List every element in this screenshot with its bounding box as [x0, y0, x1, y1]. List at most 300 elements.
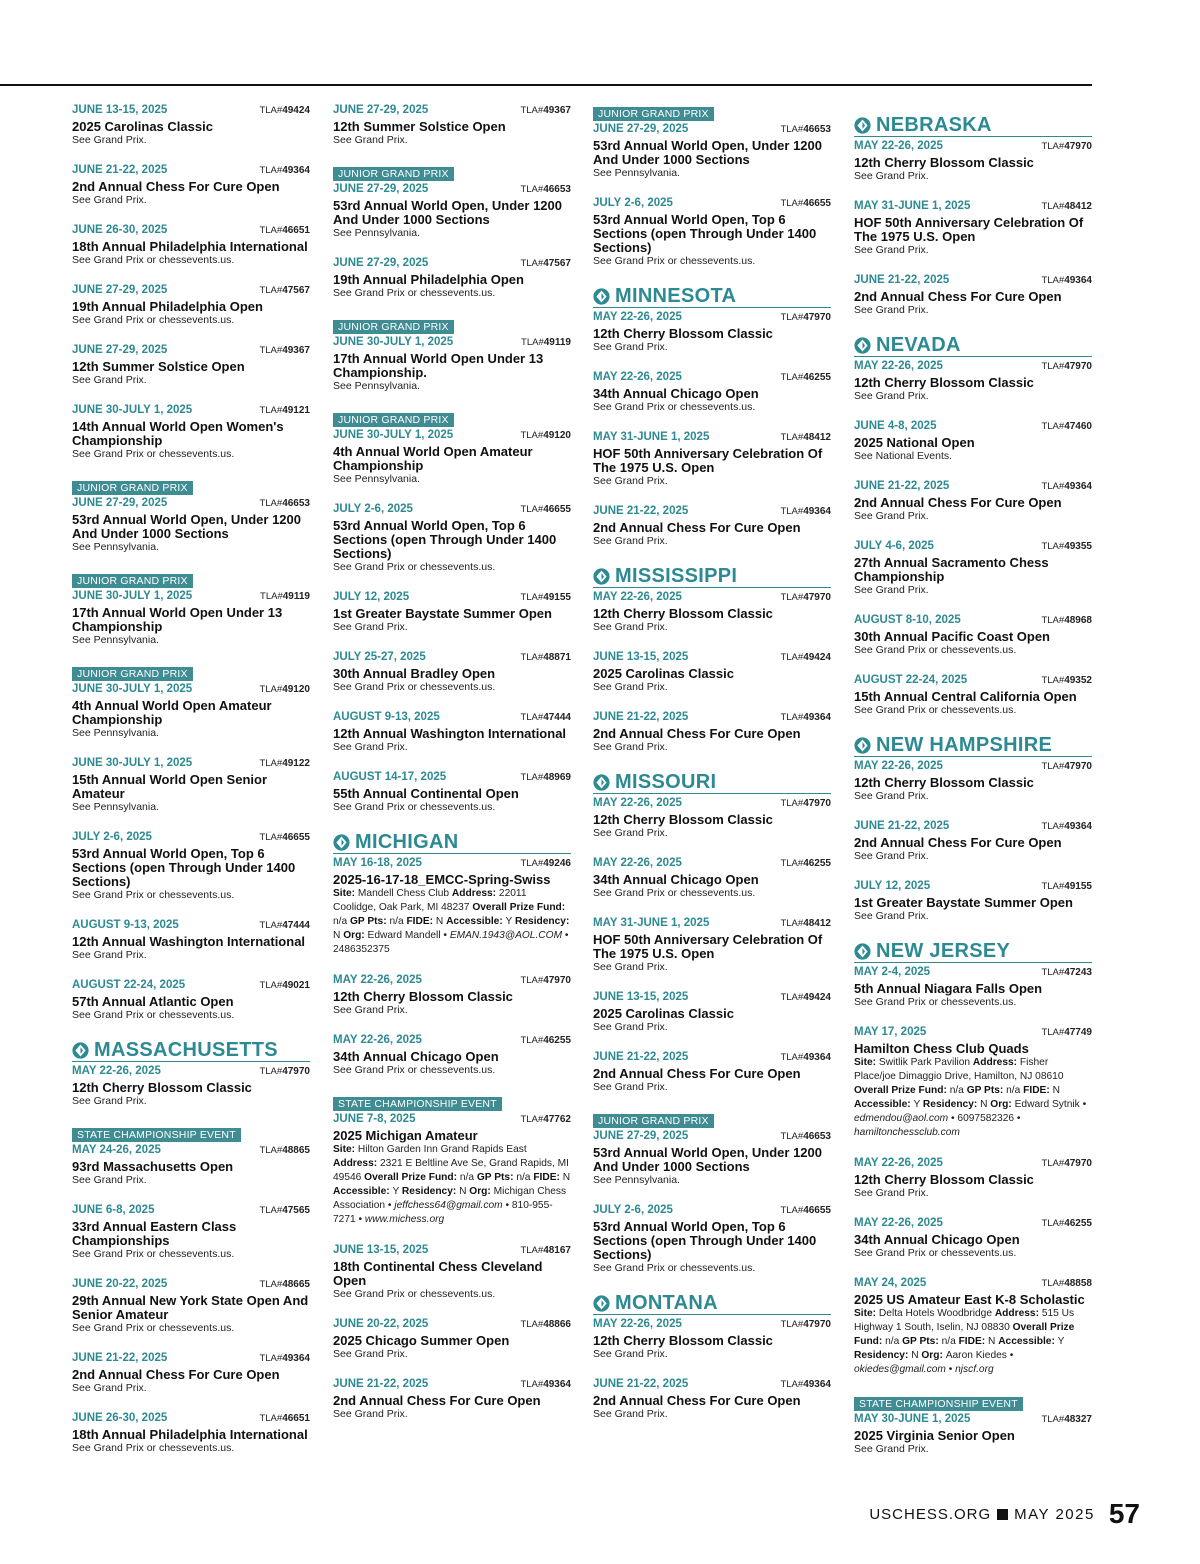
event-listing — [593, 371, 831, 414]
event-listing — [854, 1277, 1092, 1377]
tla-value: 46255 — [803, 372, 831, 383]
event-title: 34th Annual Chicago Open — [333, 1049, 499, 1064]
state-name: MINNESOTA — [615, 284, 737, 307]
event-listing — [333, 1034, 571, 1077]
event-listing — [593, 1204, 831, 1275]
event-date: JULY 12, 2025 — [854, 880, 931, 892]
tla-label: TLA# — [259, 980, 283, 991]
event-date-row — [593, 123, 831, 138]
tla-number — [520, 772, 571, 783]
column-3 — [593, 104, 831, 1438]
event-date: MAY 22-26, 2025 — [593, 1318, 682, 1330]
state-heading — [854, 334, 1092, 357]
detail-text: • 2486352375 — [333, 930, 569, 955]
event-listing — [333, 1094, 571, 1227]
tla-label: TLA# — [259, 1279, 283, 1290]
event-title: 18th Annual Philadelphia International — [72, 1427, 308, 1442]
event-title: 12th Summer Solstice Open — [72, 359, 245, 374]
event-note: See Grand Prix. — [593, 535, 668, 547]
tla-value: 46655 — [803, 1205, 831, 1216]
tla-value: 49155 — [1064, 881, 1092, 892]
tla-number — [1041, 761, 1092, 772]
event-listing — [72, 979, 310, 1022]
tla-number — [520, 712, 571, 723]
event-date: JUNE 6-8, 2025 — [72, 1204, 155, 1216]
event-title: 12th Cherry Blossom Classic — [854, 155, 1034, 170]
tla-value: 46655 — [543, 504, 571, 515]
tla-value: 48167 — [543, 1245, 571, 1256]
detail-text: n/a — [885, 1336, 903, 1347]
event-date-row — [854, 480, 1092, 495]
tla-number — [1041, 1158, 1092, 1169]
event-date: JUNE 21-22, 2025 — [854, 274, 950, 286]
tla-label: TLA# — [259, 498, 283, 509]
tla-label: TLA# — [520, 592, 544, 603]
event-listing — [333, 257, 571, 300]
event-date: MAY 22-26, 2025 — [854, 1157, 943, 1169]
tla-label: TLA# — [780, 312, 804, 323]
event-date-row — [593, 991, 831, 1006]
event-note: See Grand Prix. — [593, 1408, 668, 1420]
event-title: HOF 50th Anniversary Celebration Of The 1975 U.S. Open — [593, 446, 823, 475]
tla-value: 46653 — [803, 124, 831, 135]
event-note: See Grand Prix. — [854, 790, 929, 802]
event-listing — [854, 820, 1092, 863]
event-date-row — [333, 429, 571, 444]
tla-number — [520, 105, 571, 116]
tla-value: 48865 — [282, 1145, 310, 1156]
event-title: 2nd Annual Chess For Cure Open — [854, 495, 1062, 510]
event-note: See Grand Prix. — [593, 1021, 668, 1033]
tla-number — [259, 225, 310, 236]
event-listing — [593, 1051, 831, 1094]
event-badge: JUNIOR GRAND PRIX — [593, 107, 714, 121]
tla-number — [1041, 361, 1092, 372]
detail-text: n/a — [389, 916, 407, 927]
event-listing — [72, 1412, 310, 1455]
event-title: 12th Cherry Blossom Classic — [854, 775, 1034, 790]
event-date-row — [333, 503, 571, 518]
event-date-row — [854, 274, 1092, 289]
event-listing — [854, 1217, 1092, 1260]
event-date: AUGUST 22-24, 2025 — [72, 979, 186, 991]
event-listing — [854, 1394, 1092, 1456]
event-date-row — [72, 224, 310, 239]
event-title: 18th Continental Chess Cleveland Open — [333, 1259, 543, 1288]
detail-label: Overall Prize Fund: — [854, 1322, 1075, 1347]
tla-number — [780, 592, 831, 603]
tla-label: TLA# — [259, 684, 283, 695]
tla-number — [780, 432, 831, 443]
tla-number — [780, 124, 831, 135]
state-name: NEBRASKA — [876, 113, 992, 136]
event-date: JUNE 13-15, 2025 — [593, 651, 689, 663]
event-title: 17th Annual World Open Under 13 Championship — [72, 605, 283, 634]
event-listing — [593, 1378, 831, 1421]
tla-value: 47444 — [543, 712, 571, 723]
tla-value: 46655 — [282, 832, 310, 843]
event-listing — [72, 404, 310, 461]
event-date: JUNE 30-JULY 1, 2025 — [72, 757, 193, 769]
event-note: See Grand Prix. — [72, 194, 147, 206]
event-listing — [593, 797, 831, 840]
event-date: AUGUST 14-17, 2025 — [333, 771, 447, 783]
tla-value: 49364 — [282, 1353, 310, 1364]
tla-value: 48871 — [543, 652, 571, 663]
detail-label: Org: — [343, 930, 368, 941]
detail-label: Residency: — [515, 916, 570, 927]
event-date: JUNE 13-15, 2025 — [72, 104, 168, 116]
event-date: MAY 2-4, 2025 — [854, 966, 931, 978]
event-date-row — [854, 1277, 1092, 1292]
event-date: MAY 22-26, 2025 — [854, 360, 943, 372]
event-note: See Grand Prix. — [333, 134, 408, 146]
event-date-row — [72, 104, 310, 119]
event-note: See Grand Prix. — [72, 1174, 147, 1186]
detail-text: n/a — [333, 916, 350, 927]
event-date: JUNE 27-29, 2025 — [333, 104, 429, 116]
event-note: See Grand Prix. — [854, 1187, 929, 1199]
state-diamond-icon — [593, 568, 610, 585]
tla-label: TLA# — [1041, 481, 1065, 492]
event-title: 34th Annual Chicago Open — [854, 1232, 1020, 1247]
event-title: 17th Annual World Open Under 13 Championship. — [333, 351, 544, 380]
tla-label: TLA# — [1041, 1218, 1065, 1229]
tla-number — [259, 1353, 310, 1364]
tla-number — [780, 918, 831, 929]
event-note: See Grand Prix or chessevents.us. — [333, 1288, 496, 1300]
event-listing — [72, 1204, 310, 1261]
tla-number — [1041, 1278, 1092, 1289]
event-listing — [593, 1111, 831, 1187]
event-date: JULY 25-27, 2025 — [333, 651, 426, 663]
tla-label: TLA# — [1041, 881, 1065, 892]
tla-value: 47460 — [1064, 421, 1092, 432]
event-date: JUNE 26-30, 2025 — [72, 224, 168, 236]
event-listing — [593, 591, 831, 634]
event-date-row — [593, 711, 831, 726]
event-title: 2nd Annual Chess For Cure Open — [854, 289, 1062, 304]
event-title: 53rd Annual World Open, Top 6 Sections (open Through Under 1400 Sections) — [593, 1219, 817, 1262]
tla-number — [259, 684, 310, 695]
state-diamond-icon — [333, 834, 350, 851]
event-date-row — [333, 1113, 571, 1128]
state-name: MISSOURI — [615, 770, 717, 793]
detail-text: n/a — [949, 1085, 967, 1096]
tla-label: TLA# — [259, 345, 283, 356]
detail-label: Address: — [994, 1308, 1042, 1319]
tla-number — [259, 758, 310, 769]
tla-label: TLA# — [520, 652, 544, 663]
detail-text: n/a — [459, 1172, 477, 1183]
event-title: 27th Annual Sacramento Chess Championship — [854, 555, 1049, 584]
event-note: See Pennsylvania. — [333, 380, 420, 392]
detail-label: GP Pts: — [902, 1336, 942, 1347]
tla-number — [520, 430, 571, 441]
event-note: See Grand Prix. — [854, 510, 929, 522]
tla-label: TLA# — [520, 258, 544, 269]
event-date-row — [593, 591, 831, 606]
event-listing — [854, 966, 1092, 1009]
event-title: 12th Cherry Blossom Classic — [854, 1172, 1034, 1187]
tla-value: 47565 — [282, 1205, 310, 1216]
event-date: MAY 24, 2025 — [854, 1277, 927, 1289]
tla-value: 48412 — [803, 918, 831, 929]
event-title: 30th Annual Bradley Open — [333, 666, 496, 681]
event-date-row — [333, 857, 571, 872]
detail-text: 22011 Coolidge, Oak Park, MI 48237 — [333, 888, 527, 913]
tla-number — [521, 337, 571, 348]
tla-value: 46651 — [282, 225, 310, 236]
tla-value: 49364 — [543, 1379, 571, 1390]
event-date: MAY 22-26, 2025 — [854, 140, 943, 152]
event-listing — [854, 540, 1092, 597]
detail-link: okiedes@gmail.com — [854, 1364, 946, 1375]
event-title: 2025 National Open — [854, 435, 975, 450]
event-title: 15th Annual Central California Open — [854, 689, 1077, 704]
event-title: 2nd Annual Chess For Cure Open — [593, 726, 801, 741]
event-title: 12th Cherry Blossom Classic — [72, 1080, 252, 1095]
tla-number — [1041, 1027, 1092, 1038]
event-note: See Grand Prix. — [333, 1004, 408, 1016]
column-4 — [854, 104, 1092, 1473]
state-heading — [854, 114, 1092, 137]
event-badge: JUNIOR GRAND PRIX — [593, 1114, 714, 1128]
tla-number — [1041, 481, 1092, 492]
event-listing — [854, 614, 1092, 657]
tla-value: 49120 — [282, 684, 310, 695]
tla-value: 49364 — [1064, 481, 1092, 492]
event-note: See Pennsylvania. — [333, 227, 420, 239]
event-note: See Grand Prix or chessevents.us. — [333, 287, 496, 299]
event-listing — [593, 1318, 831, 1361]
event-title: 53rd Annual World Open, Under 1200 And Under 1000 Sections — [72, 512, 301, 541]
event-date-row — [72, 1278, 310, 1293]
tla-number — [1041, 821, 1092, 832]
state-diamond-icon — [854, 737, 871, 754]
tla-label: TLA# — [259, 1353, 283, 1364]
detail-label: Org: — [990, 1099, 1015, 1110]
event-date: JULY 2-6, 2025 — [72, 831, 152, 843]
tla-label: TLA# — [259, 105, 283, 116]
event-listing — [72, 664, 310, 740]
tla-value: 48858 — [1064, 1278, 1092, 1289]
tla-number — [780, 1205, 831, 1216]
tla-number — [1041, 675, 1092, 686]
detail-text: Edward Sytnik • — [1014, 1099, 1087, 1110]
tla-value: 49424 — [803, 992, 831, 1003]
detail-label: Overall Prize Fund: — [472, 902, 566, 913]
tla-number — [1041, 141, 1092, 152]
event-listing — [333, 711, 571, 754]
event-date-row — [333, 711, 571, 726]
detail-text: N — [988, 1336, 999, 1347]
event-date-row — [72, 919, 310, 934]
detail-label: Overall Prize Fund: — [364, 1172, 460, 1183]
detail-text: N — [459, 1186, 470, 1197]
event-date-row — [854, 1026, 1092, 1041]
event-title: 34th Annual Chicago Open — [593, 872, 759, 887]
tla-number — [259, 980, 310, 991]
event-note: See Grand Prix or chessevents.us. — [333, 561, 496, 573]
tla-number — [1041, 1414, 1092, 1425]
event-date: MAY 24-26, 2025 — [72, 1144, 161, 1156]
event-note: See Grand Prix. — [854, 390, 929, 402]
top-rule — [0, 84, 1092, 86]
event-note: See Grand Prix or chessevents.us. — [333, 681, 496, 693]
event-title: 12th Cherry Blossom Classic — [593, 812, 773, 827]
event-date-row — [72, 1204, 310, 1219]
event-note: See Grand Prix. — [72, 1095, 147, 1107]
tla-value: 48969 — [543, 772, 571, 783]
event-note: See Grand Prix. — [593, 827, 668, 839]
tla-number — [520, 1114, 571, 1125]
event-date: JUNE 27-29, 2025 — [593, 123, 689, 135]
event-note: See Grand Prix or chessevents.us. — [72, 1322, 235, 1334]
detail-label: GP Pts: — [966, 1085, 1007, 1096]
event-date-row — [333, 591, 571, 606]
tla-value: 49120 — [543, 430, 571, 441]
tla-number — [520, 1319, 571, 1330]
tla-label: TLA# — [1041, 541, 1065, 552]
tla-number — [780, 1131, 831, 1142]
detail-link: jeffchess64@gmail.com — [394, 1200, 503, 1211]
event-details — [854, 1307, 1092, 1377]
event-note: See Pennsylvania. — [72, 541, 159, 553]
event-badge: STATE CHAMPIONSHIP EVENT — [854, 1397, 1023, 1411]
event-title: 5th Annual Niagara Falls Open — [854, 981, 1043, 996]
event-badge: STATE CHAMPIONSHIP EVENT — [72, 1128, 241, 1142]
page-footer — [869, 1498, 1140, 1530]
event-date: AUGUST 22-24, 2025 — [854, 674, 968, 686]
tla-number — [780, 858, 831, 869]
tla-label: TLA# — [520, 504, 544, 515]
tla-number — [259, 405, 310, 416]
event-date: MAY 16-18, 2025 — [333, 857, 422, 869]
tla-value: 47970 — [803, 1319, 831, 1330]
event-listing — [333, 651, 571, 694]
state-heading — [72, 1039, 310, 1062]
tla-value: 48412 — [1064, 201, 1092, 212]
event-title: 1st Greater Baystate Summer Open — [854, 895, 1073, 910]
event-date-row — [593, 371, 831, 386]
event-date: MAY 22-26, 2025 — [333, 974, 422, 986]
detail-text: n/a — [516, 1172, 534, 1183]
tla-number — [259, 1205, 310, 1216]
tla-label: TLA# — [780, 372, 804, 383]
event-listing — [854, 274, 1092, 317]
event-listing — [593, 311, 831, 354]
tla-number — [259, 1145, 310, 1156]
event-listing — [72, 831, 310, 902]
tla-label: TLA# — [520, 1319, 544, 1330]
tla-value: 49121 — [282, 405, 310, 416]
event-title: 19th Annual Philadelphia Open — [333, 272, 524, 287]
event-date-row — [593, 431, 831, 446]
event-date-row — [72, 164, 310, 179]
event-badge: JUNIOR GRAND PRIX — [333, 320, 454, 334]
event-listing — [72, 571, 310, 647]
detail-label: Residency: — [401, 1186, 460, 1197]
event-note: See Grand Prix or chessevents.us. — [854, 644, 1017, 656]
tla-number — [1041, 421, 1092, 432]
tla-number — [259, 832, 310, 843]
tla-value: 49367 — [282, 345, 310, 356]
event-date-row — [593, 1378, 831, 1393]
tla-number — [1041, 1218, 1092, 1229]
event-note: See Grand Prix or chessevents.us. — [333, 1064, 496, 1076]
event-title: 12th Annual Washington International — [333, 726, 567, 741]
event-date-row — [593, 1051, 831, 1066]
tla-number — [780, 312, 831, 323]
tla-value: 49364 — [1064, 275, 1092, 286]
event-details — [854, 1056, 1092, 1140]
detail-text: N — [435, 916, 447, 927]
tla-label: TLA# — [259, 1145, 283, 1156]
tla-number — [780, 798, 831, 809]
event-date: JUNE 27-29, 2025 — [72, 497, 168, 509]
detail-label: FIDE: — [406, 916, 436, 927]
event-listing — [593, 991, 831, 1034]
state-diamond-icon — [854, 337, 871, 354]
tla-number — [259, 1413, 310, 1424]
detail-label: Address: — [333, 1158, 380, 1169]
event-title: 4th Annual World Open Amateur Championship — [72, 698, 272, 727]
tla-number — [780, 198, 831, 209]
event-date-row — [854, 820, 1092, 835]
detail-link: EMAN.1943@AOL.COM — [449, 930, 563, 941]
event-listing — [593, 431, 831, 488]
tla-value: 48327 — [1064, 1414, 1092, 1425]
event-date: JUNE 21-22, 2025 — [72, 1352, 168, 1364]
tla-number — [780, 992, 831, 1003]
tla-number — [520, 258, 571, 269]
tla-number — [520, 1379, 571, 1390]
tla-number — [259, 285, 310, 296]
detail-text: N — [911, 1350, 922, 1361]
event-note: See Grand Prix. — [593, 475, 668, 487]
event-note: See Grand Prix. — [593, 681, 668, 693]
tla-label: TLA# — [1041, 761, 1065, 772]
tla-label: TLA# — [520, 1035, 544, 1046]
tla-label: TLA# — [780, 1379, 804, 1390]
tla-label: TLA# — [520, 430, 544, 441]
event-note: See Grand Prix. — [333, 741, 408, 753]
detail-text: 2321 E Beltline Ave Se, Grand Rapids, MI 49546 — [333, 1158, 569, 1183]
event-date-row — [593, 1130, 831, 1145]
state-name: MASSACHUSETTS — [94, 1038, 278, 1061]
event-title: 12th Cherry Blossom Classic — [333, 989, 513, 1004]
tla-value: 46255 — [543, 1035, 571, 1046]
event-listing — [593, 104, 831, 180]
tla-value: 49367 — [543, 105, 571, 116]
event-title: 93rd Massachusetts Open — [72, 1159, 234, 1174]
event-date-row — [854, 200, 1092, 215]
event-listing — [854, 420, 1092, 463]
event-title: 2025-16-17-18_EMCC-Spring-Swiss — [333, 872, 551, 887]
tla-label: TLA# — [780, 198, 804, 209]
state-diamond-icon — [593, 1295, 610, 1312]
event-note: See Grand Prix or chessevents.us. — [854, 1247, 1017, 1259]
event-listing — [72, 1065, 310, 1108]
event-title: 2025 Michigan Amateur — [333, 1128, 478, 1143]
event-date: MAY 22-26, 2025 — [593, 591, 682, 603]
event-date-row — [593, 311, 831, 326]
tla-label: TLA# — [780, 1205, 804, 1216]
event-listing — [333, 503, 571, 574]
tla-value: 47444 — [282, 920, 310, 931]
event-listing — [593, 197, 831, 268]
